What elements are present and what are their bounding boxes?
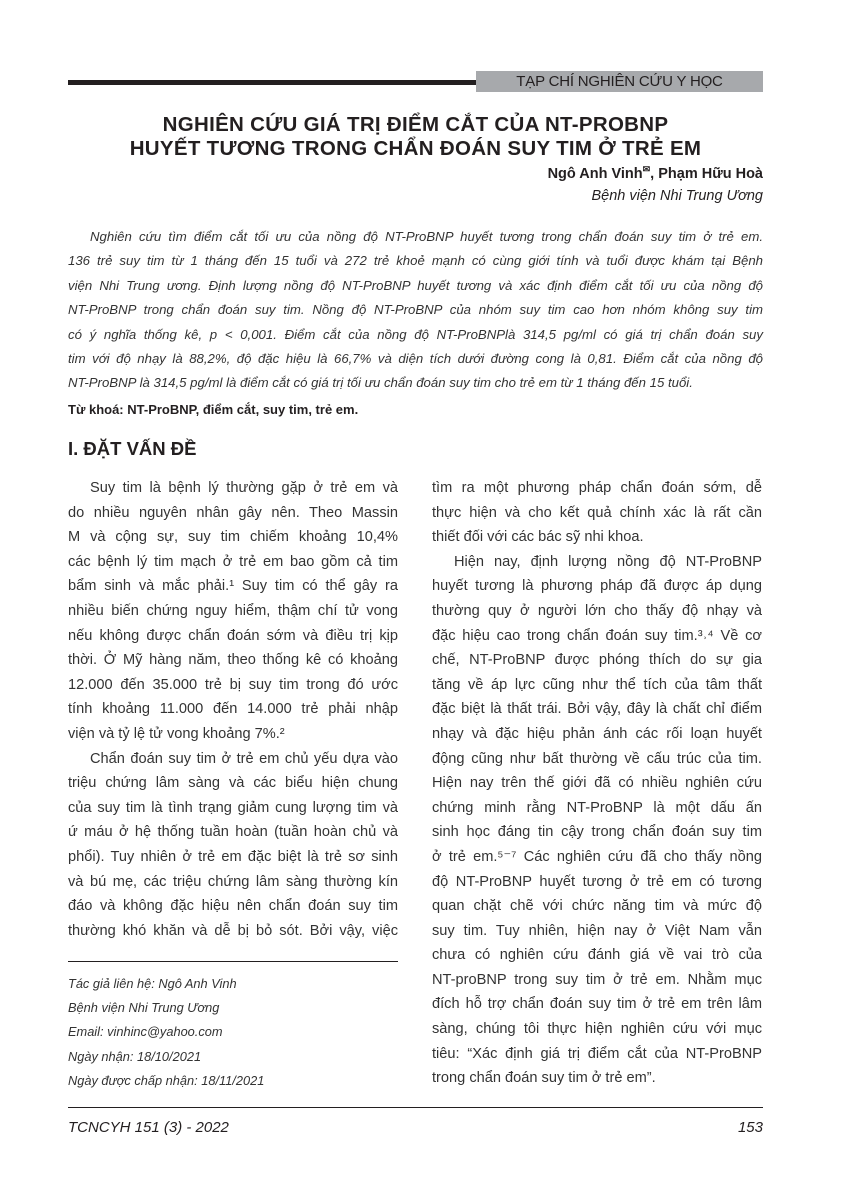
text-line: Nghiên cứu tìm điểm cắt tối ưu của nồng độ NT-ProBNP huyết tương trong chẩn đoán suy tim ở trẻ em. xyxy=(90,229,763,244)
page-number: 153 xyxy=(737,1119,763,1136)
text-line: các bệnh lý tim mạch ở trẻ em bao gồm cả tim xyxy=(68,553,398,570)
author-1: Ngô Anh Vinh xyxy=(547,165,643,182)
text-line: NT-proBNP trong suy tim ở trẻ em. Nhằm mục xyxy=(432,971,762,988)
footnote-corresponding-author: Tác giả liên hệ: Ngô Anh Vinh xyxy=(68,976,237,991)
text-line: NT-ProBNP trong chẩn đoán suy tim. Nồng độ NT-ProBNP của nhóm suy tim cao hơn nhóm không suy tim xyxy=(68,302,763,318)
text-line: thời. Ở Mỹ hàng năm, theo thống kê có khoảng xyxy=(68,652,398,669)
text-line: do nhiều nguyên nhân gây nên. Theo Massin xyxy=(68,504,398,521)
text-line: thực hiện và cho kết quả chính xác là rất cần xyxy=(432,504,762,521)
journal-issue: TCNCYH 151 (3) - 2022 xyxy=(68,1119,229,1136)
text-line: ứ máu ở hệ thống tuần hoàn (tuần hoàn chủ và xyxy=(68,824,398,841)
text-line: M và cộng sự, suy tim chiếm khoảng 10,4% xyxy=(68,529,398,546)
keywords: Từ khoá: NT-ProBNP, điểm cắt, suy tim, trẻ em. xyxy=(68,402,359,417)
footnote-email: Email: vinhinc@yahoo.com xyxy=(68,1024,223,1040)
text-line: triệu chứng lâm sàng và các biểu hiện chung xyxy=(68,775,398,792)
text-line: đích hỗ trợ chẩn đoán suy tim ở trẻ em trên lâm xyxy=(432,996,762,1013)
footnote-institution: Bệnh viện Nhi Trung Ương xyxy=(68,1000,220,1016)
text-line: Hiện nay trên thế giới đã có nhiều nghiên cứu xyxy=(432,775,762,792)
text-line: sinh học đáng tin cậy trong chẩn đoán suy tim xyxy=(432,824,762,841)
email-icon: ✉ xyxy=(642,164,651,174)
text-line: độ NT-ProBNP huyết tương ở trẻ em có tương xyxy=(432,873,762,890)
text-line: sàng, chúng tôi thực hiện nghiên cứu với mục xyxy=(432,1021,762,1038)
text-line: đáo và không đặc hiệu nên chẩn đoán suy tim xyxy=(68,898,398,915)
text-line: chứng minh rằng NT-ProBNP là một dấu ấn xyxy=(432,799,762,816)
text-line: có ý nghĩa thống kê, p < 0,001. Điểm cắt của nồng độ NT-ProBNPlà 314,5 pg/ml có giá trị chẩn đoán suy xyxy=(68,326,763,342)
text-line: động cũng như bất thường về cấu trúc của tim. xyxy=(432,750,762,767)
text-line: thường quy ở người lớn cho thấy độ nhạy và xyxy=(432,602,762,619)
text-line: viện Nhi Trung ương. Định lượng nồng độ NT-ProBNP huyết tương và xác định điểm cắt tối ưu của nồng độ xyxy=(68,277,763,293)
text-line: phổi). Tuy nhiên ở trẻ em đặc biệt là trẻ sơ sinh xyxy=(68,848,398,865)
text-line: tính khoảng 11.000 đến 14.000 trẻ phải nhập xyxy=(68,701,398,718)
text-line: bẩm sinh và mắc phải.¹ Suy tim có thể gây ra xyxy=(68,578,398,595)
footnote xyxy=(68,972,264,1093)
text-line: đặc biệt là thất trái. Bởi vậy, đây là chất chỉ điểm xyxy=(432,701,762,718)
text-line: chưa có nghiên cứu đánh giá về vai trò của xyxy=(432,947,762,964)
text-line: và bú mẹ, các triệu chứng lâm sàng thường kín xyxy=(68,873,398,890)
text-line: viện và tỷ lệ tử vong khoảng 7%.² xyxy=(68,725,285,742)
text-line: NT-ProBNP là 314,5 pg/ml là điểm cắt có giá trị tối ưu chẩn đoán suy tim cho trẻ em từ 1 tháng đến 15 tuổi. xyxy=(68,375,693,391)
text-line: trong chẩn đoán suy tim ở trẻ em”. xyxy=(432,1070,656,1087)
authors xyxy=(548,164,763,182)
title-line-2: HUYẾT TƯƠNG TRONG CHẨN ĐOÁN SUY TIM Ở TRẺ EM xyxy=(129,137,702,160)
footnote-accepted: Ngày được chấp nhận: 18/11/2021 xyxy=(68,1072,265,1088)
section-heading: I. ĐẶT VẤN ĐỀ xyxy=(68,438,197,459)
text-line: Chẩn đoán suy tim ở trẻ em chủ yếu dựa vào xyxy=(90,750,398,767)
text-line: Suy tim là bệnh lý thường gặp ở trẻ em và xyxy=(90,480,398,496)
left-column xyxy=(68,476,398,943)
text-line: 12.000 đến 35.000 trẻ bị suy tim trong đó ước xyxy=(68,676,398,693)
footnote-received: Ngày nhận: 18/10/2021 xyxy=(68,1048,202,1064)
text-line: tăng về áp lực cũng như thể tích của tâm thất xyxy=(432,676,762,693)
text-line: 136 trẻ suy tim từ 1 tháng đến 15 tuổi và 272 trẻ khoẻ mạnh có cùng giới tính và tuổi được khám tại Bệnh xyxy=(68,253,763,269)
text-line: thường khó khăn và dễ bị bỏ sót. Bởi vậy, việc xyxy=(68,922,398,939)
author-2: , Phạm Hữu Hoà xyxy=(650,165,763,182)
text-line: của suy tim là tình trạng giảm cung lượng tim và xyxy=(68,799,398,816)
footer-rule xyxy=(68,1107,763,1108)
text-line: nhiều biến chứng nguy hiểm, thậm chí tử vong xyxy=(68,602,398,619)
footnote-separator xyxy=(68,961,398,962)
article-title xyxy=(68,113,763,161)
journal-header: TẠP CHÍ NGHIÊN CỨU Y HỌC xyxy=(476,71,763,92)
text-line: huyết tương là phương pháp đã được áp dụng xyxy=(432,578,762,595)
text-line: tìm ra một phương pháp chẩn đoán sớm, dễ xyxy=(432,480,762,496)
text-line: quan chặt chẽ với chức năng tim và mức độ xyxy=(432,898,762,915)
abstract xyxy=(68,225,763,396)
text-line: tim với độ nhạy là 88,2%, độ đặc hiệu là 66,7% và diện tích dưới đường cong là 0,81. Điểm cắt của nồng độ xyxy=(68,350,763,366)
text-line: đặc hiệu cao trong chẩn đoán suy tim.³˒⁴ Về cơ xyxy=(432,627,762,644)
text-line: nếu không được chẩn đoán sớm và điều trị kịp xyxy=(68,627,398,644)
text-line: thiết đối với các bác sỹ nhi khoa. xyxy=(432,529,644,546)
affiliation: Bệnh viện Nhi Trung Ương xyxy=(591,188,763,204)
header-rule xyxy=(68,80,478,85)
text-line: suy tim. Tuy nhiên, hiện nay ở Việt Nam vẫn xyxy=(432,922,762,939)
text-line: ở trẻ em.⁵⁻⁷ Các nghiên cứu đã cho thấy nồng xyxy=(432,848,762,865)
text-line: Hiện nay, định lượng nồng độ NT-ProBNP xyxy=(454,553,762,570)
right-column xyxy=(432,476,762,1091)
title-line-1: NGHIÊN CỨU GIÁ TRỊ ĐIỂM CẮT CỦA NT-PROBNP xyxy=(162,113,669,136)
text-line: nhạy và đặc hiệu phản ánh các rối loạn huyết xyxy=(432,725,762,742)
text-line: chế, NT-ProBNP được phóng thích do sự gia xyxy=(432,652,762,669)
text-line: tiêu: “Xác định giá trị điểm cắt của NT-ProBNP xyxy=(432,1045,762,1062)
